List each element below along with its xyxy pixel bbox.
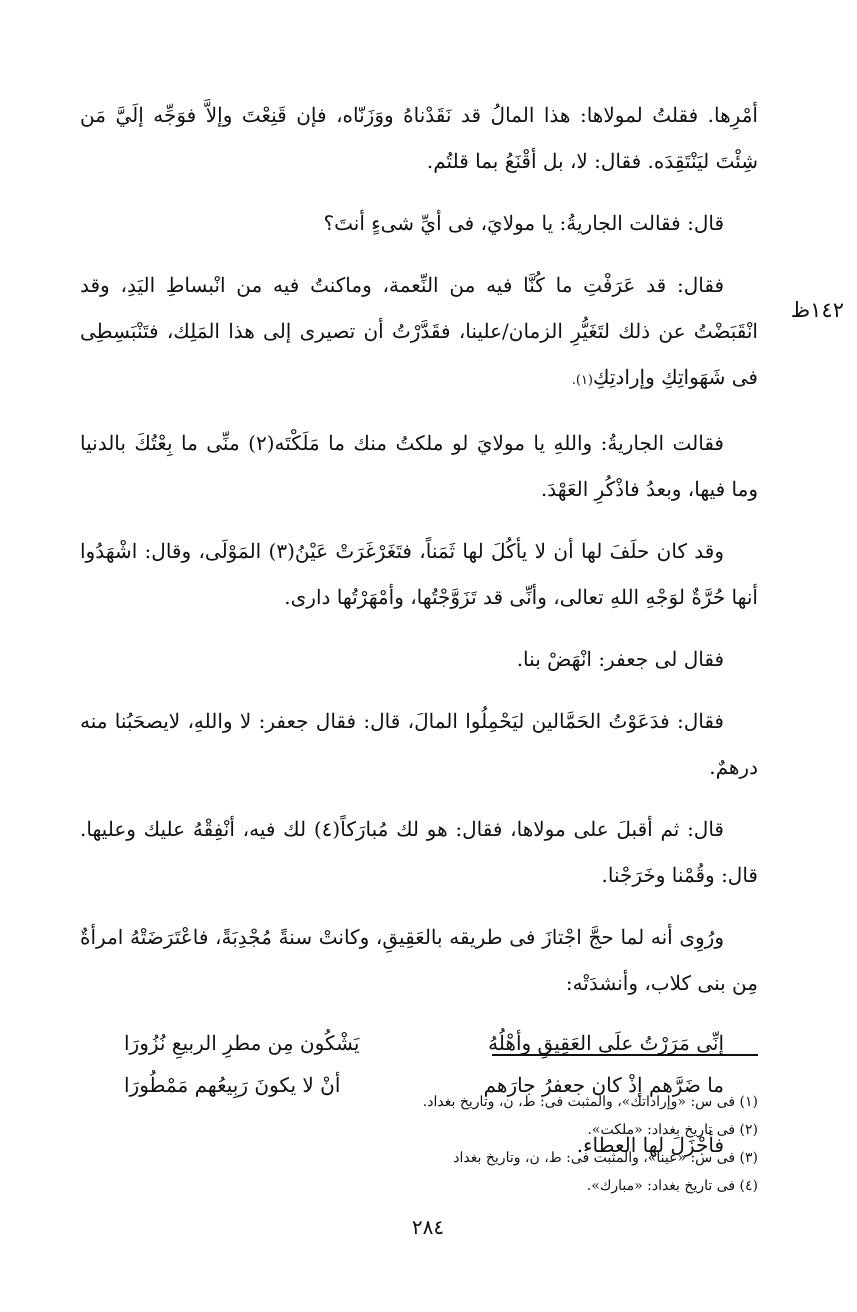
- paragraph-2-text: قال: فقالت الجاريةُ: يا مولايَ، فى أيِّ شىءٍ أنتَ؟: [323, 211, 724, 235]
- paragraph-5-text: وقد كان حلَفَ لها أن لا يأكُلَ لها ثَمَناً، فتَغَرْغَرَتْ عَيْنُ(٣) المَوْلَى، وقال: اشْهَدُوا أنها حُرَّةٌ لوَجْهِ اللهِ تعالى، وأنِّى قد تَزَوَّجْتُها، وأمْهَرْتُها دارى.: [80, 539, 758, 609]
- paragraph-8: [80, 806, 758, 898]
- paragraph-7-text: فقال: فدَعَوْتُ الحَمَّالين ليَحْمِلُوا المالَ، قال: فقال جعفر: لا واللهِ، لايصحَبُنا منه درهمٌ.: [80, 709, 758, 779]
- footnotes: [300, 1088, 758, 1200]
- paragraph-2: [80, 200, 758, 246]
- poem-verse-1: [124, 1022, 724, 1064]
- manuscript-folio-note: ١٤٢ظ: [790, 298, 844, 322]
- paragraph-7: [80, 698, 758, 790]
- verse-2-first-hemistich: ما ضَرَّهم إذْ كان جعفرُ جارَهم: [483, 1073, 724, 1097]
- footnote-ref-1: (١).: [571, 373, 593, 388]
- verse-1-second-hemistich: يَشْكُون مِن مطرِ الربيعِ نُزُورَا: [124, 1031, 360, 1055]
- paragraph-5: [80, 528, 758, 620]
- page-number: ٢٨٤: [411, 1215, 445, 1239]
- paragraph-9: [80, 914, 758, 1006]
- main-text: [80, 92, 758, 1184]
- paragraph-3-text: فقال: قد عَرَفْتِ ما كُنَّا فيه من النِّعمة، وماكنتُ فيه من انْبساطِ اليَدِ، وقد انْقَبَضْتُ عن ذلك لتَغَيُّرِ الزمان/علينا، فقَدَّرْتُ أن تصيرى إلى هذا المَلِك، فتَنْبَسِطِى فى شَهَواتِكِ وإرادتِكِ: [80, 273, 758, 389]
- verse-2-second-hemistich: أنْ لا يكونَ رَبِيعُهم مَمْطُورَا: [124, 1073, 341, 1097]
- footnote-1: (١) فى س: «وإراداتك»، والمثبت فى: ط، ن، وتاريخ بغداد.: [422, 1094, 758, 1110]
- paragraph-1-text: أمْرِها. فقلتُ لمولاها: هذا المالُ قد نَقَدْناهُ ووَزَنّاه، فإن قَنِعْتَ وإلاَّ فوَجِّه إلَيَّ مَن شِئْتَ ليَنْتَقِدَه. فقال: لا، بل أقْنَعُ بما قلتُم.: [80, 103, 758, 173]
- footnote-3: (٣) فى س: «عينا»، والمثبت فى: ط، ن، وتاريخ بغداد: [453, 1150, 758, 1166]
- paragraph-1: [80, 92, 758, 184]
- paragraph-3: [80, 262, 758, 404]
- paragraph-4: [80, 420, 758, 512]
- footnote-2: (٢) فى تاريخ بغداد: «ملكت».: [587, 1122, 758, 1138]
- paragraph-9-text: ورُوِى أنه لما حجَّ اجْتازَ فى طريقه بالعَقِيقِ، وكانتْ سنةً مُجْدِبَةً، فاعْتَرَضَتْهُ امرأةٌ مِن بنى كلاب، وأنشدَتْه:: [80, 925, 758, 995]
- paragraph-8-text: قال: ثم أقبلَ على مولاها، فقال: هو لك مُبارَكاً(٤) لك فيه، أنْفِقْهُ عليك وعليها. قال: وقُمْنا وخَرَجْنا.: [80, 817, 758, 887]
- paragraph-4-text: فقالت الجاريةُ: واللهِ يا مولايَ لو ملكتُ منك ما مَلَكْتَه(٢) منِّى ما بِعْتُكَ بالدنيا وما فيها، وبعدُ فاذْكُرِ العَهْدَ.: [80, 431, 758, 501]
- verse-1-first-hemistich: إنِّى مَرَرْتُ علَى العَقِيقِ وأهْلُهُ: [488, 1031, 724, 1055]
- paragraph-6: [80, 636, 758, 682]
- closing-line: فأجْزَلَ لها العطاء.: [576, 1133, 724, 1157]
- footnote-4: (٤) فى تاريخ بغداد: «مبارك».: [586, 1178, 758, 1194]
- footnote-divider: [492, 1054, 758, 1056]
- paragraph-6-text: فقال لى جعفر: انْهَضْ بنا.: [516, 647, 724, 671]
